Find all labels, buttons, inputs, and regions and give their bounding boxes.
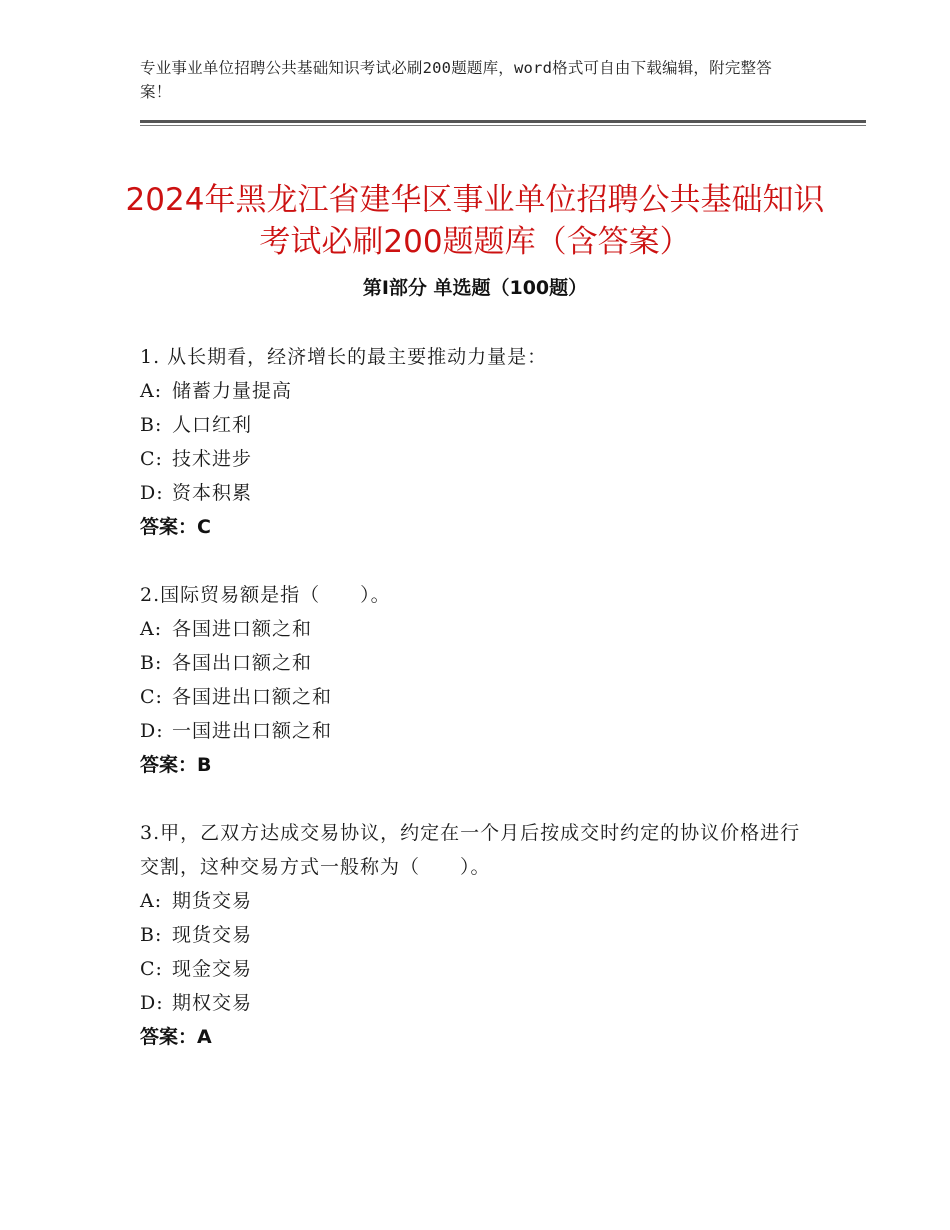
option-letter: D:	[140, 482, 164, 504]
document-title: 2024年黑龙江省建华区事业单位招聘公共基础知识考试必刷200题题库（含答案）	[125, 181, 825, 260]
option-d	[140, 714, 820, 748]
option-text: 各国出口额之和	[172, 652, 313, 674]
option-text: 期权交易	[172, 992, 253, 1014]
option-text: 人口红利	[172, 414, 253, 436]
option-b	[140, 646, 820, 680]
question-stem: 2.国际贸易额是指（ ）。	[140, 584, 391, 606]
question-list	[140, 340, 820, 1088]
option-letter: A:	[140, 618, 163, 640]
answer-line: 答案：B	[140, 754, 212, 776]
option-text: 储蓄力量提高	[172, 380, 293, 402]
header-rule-thick	[140, 120, 866, 123]
option-c	[140, 952, 820, 986]
option-text: 各国进口额之和	[172, 618, 313, 640]
option-text: 期货交易	[172, 890, 253, 912]
section-title: 第Ⅰ部分 单选题（100题）	[362, 277, 588, 299]
question-1	[140, 340, 820, 544]
option-text: 技术进步	[172, 448, 253, 470]
option-text: 各国进出口额之和	[172, 686, 333, 708]
option-c	[140, 680, 820, 714]
option-letter: D:	[140, 992, 164, 1014]
header-note: 专业事业单位招聘公共基础知识考试必刷200题题库，word格式可自由下载编辑，附完整答案！	[140, 59, 772, 101]
option-c	[140, 442, 820, 476]
option-b	[140, 918, 820, 952]
option-text: 现货交易	[172, 924, 253, 946]
option-text: 一国进出口额之和	[172, 720, 333, 742]
option-letter: C:	[140, 686, 163, 708]
option-letter: C:	[140, 958, 163, 980]
option-text: 资本积累	[172, 482, 253, 504]
option-a	[140, 884, 820, 918]
question-3	[140, 816, 820, 1054]
option-letter: B:	[140, 924, 163, 946]
option-letter: A:	[140, 380, 163, 402]
answer-line: 答案：C	[140, 516, 211, 538]
question-stem: 3.甲，乙双方达成交易协议，约定在一个月后按成交时约定的协议价格进行交割，这种交易方式一般称为（ ）。	[140, 822, 801, 878]
option-a	[140, 374, 820, 408]
option-text: 现金交易	[172, 958, 253, 980]
option-letter: B:	[140, 414, 163, 436]
option-d	[140, 986, 820, 1020]
answer-line: 答案：A	[140, 1026, 212, 1048]
option-b	[140, 408, 820, 442]
option-letter: C:	[140, 448, 163, 470]
question-stem: 1. 从长期看，经济增长的最主要推动力量是：	[140, 346, 548, 368]
option-d	[140, 476, 820, 510]
question-2	[140, 578, 820, 782]
header-rule-thin	[140, 125, 866, 126]
option-a	[140, 612, 820, 646]
option-letter: D:	[140, 720, 164, 742]
option-letter: B:	[140, 652, 163, 674]
option-letter: A:	[140, 890, 163, 912]
